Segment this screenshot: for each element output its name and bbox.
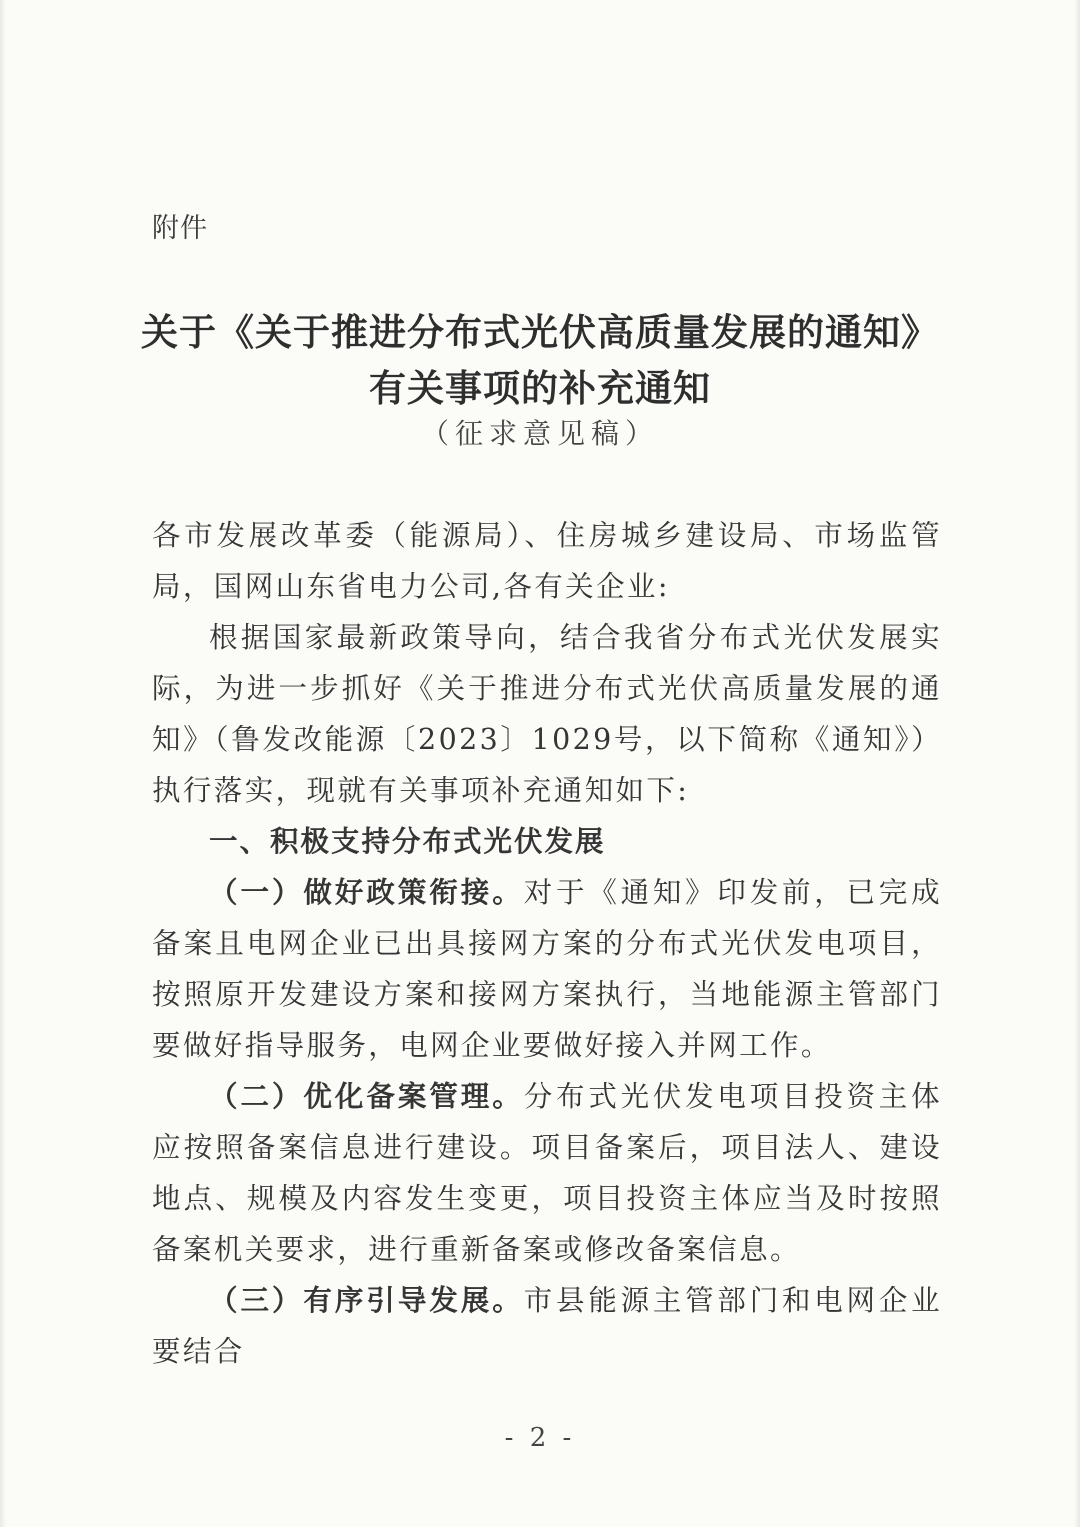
item-3-paragraph <box>152 1275 942 1377</box>
item-1-lead: （一）做好政策衔接。 <box>209 876 524 909</box>
item-3-lead: （三）有序引导发展。 <box>209 1284 524 1317</box>
item-3-text: 市县能源主管部门和电网企业要结合 <box>152 1284 942 1368</box>
recipients-paragraph: 各市发展改革委（能源局）、住房城乡建设局、市场监管局，国网山东省电力公司,各有关企业: <box>152 519 942 603</box>
scan-edge-left <box>0 0 6 1527</box>
document-body <box>152 510 942 1377</box>
item-1-paragraph <box>152 867 942 1071</box>
document-title-line-2: 有关事项的补充通知 <box>369 367 711 410</box>
item-2-text: 分布式光伏发电项目投资主体应按照备案信息进行建设。项目备案后，项目法人、建设地点、规模及内容发生变更，项目投资主体应当及时按照备案机关要求，进行重新备案或修改备案信息。 <box>152 1080 942 1266</box>
attachment-label: 附件 <box>152 213 208 244</box>
page-number: - 2 - <box>504 1423 576 1453</box>
item-2-paragraph <box>152 1071 942 1275</box>
document-subtitle: （征求意见稿） <box>420 417 659 450</box>
item-1-text: 对于《通知》印发前，已完成备案且电网企业已出具接网方案的分布式光伏发电项目，按照原开发建设方案和接网方案执行，当地能源主管部门要做好指导服务，电网企业要做好接入并网工作。 <box>152 876 942 1062</box>
intro-paragraph: 根据国家最新政策导向，结合我省分布式光伏发展实际，为进一步抓好《关于推进分布式光伏高质量发展的通知》（鲁发改能源〔2023〕1029号，以下简称《通知》）执行落实，现就有关事项补充通知如下: <box>152 621 942 807</box>
section-1-heading: 一、积极支持分布式光伏发展 <box>209 825 606 858</box>
document-title-line-1: 关于《关于推进分布式光伏高质量发展的通知》 <box>141 311 939 354</box>
scan-edge-right <box>1074 0 1080 1527</box>
item-2-lead: （二）优化备案管理。 <box>209 1080 524 1113</box>
